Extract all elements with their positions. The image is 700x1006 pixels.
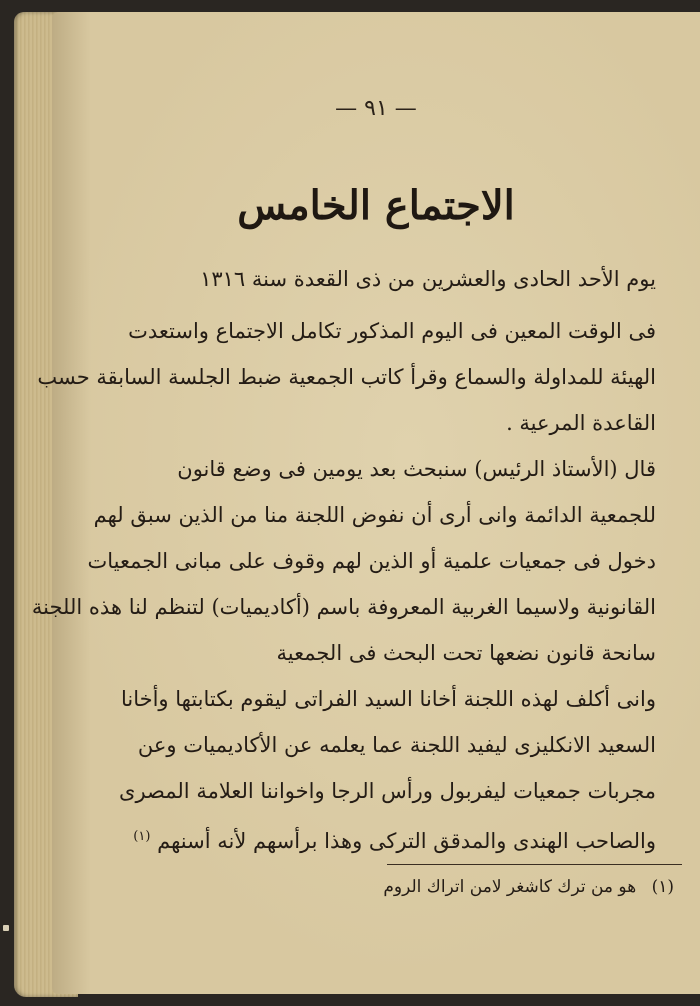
date-line: يوم الأحد الحادى والعشرين من ذى القعدة سنة ١٣١٦: [200, 267, 656, 291]
footnote-marker: (١): [651, 877, 674, 897]
footnote-reference: (١): [133, 829, 151, 844]
text-line: القانونية ولاسيما الغربية المعروفة باسم (أكاديميات) لتنظم لنا هذه اللجنة: [31, 595, 656, 619]
text-line: قال (الأستاذ الرئيس) سنبحث بعد يومين فى وضع قانون: [177, 457, 656, 481]
body-text: [31, 256, 656, 860]
text-line: سانحة قانون نضعها تحت البحث فى الجمعية: [276, 641, 656, 665]
chapter-title: الاجتماع الخامس: [237, 182, 515, 229]
text-line: للجمعية الدائمة وانى أرى أن نفوض اللجنة منا من الذين سبق لهم: [93, 503, 656, 527]
text-line: فى الوقت المعين فى اليوم المذكور تكامل الاجتماع واستعدت: [128, 319, 656, 343]
footnote: [352, 872, 674, 902]
scan-corner-mark: [3, 925, 9, 931]
text-line: الهيئة للمداولة والسماع وقرأ كاتب الجمعية ضبط الجلسة السابقة حسب: [37, 365, 656, 389]
page-number: — ٩١ —: [335, 96, 417, 121]
text-line: دخول فى جمعيات علمية أو الذين لهم وقوف على مبانى الجمعيات: [87, 549, 656, 573]
footnote-divider: [387, 864, 682, 865]
text-line: وانى أكلف لهذه اللجنة أخانا السيد الفراتى ليقوم بكتابتها وأخانا: [120, 687, 656, 711]
footnote-text: هو من ترك كاشغر لامن اتراك الروم: [383, 877, 637, 897]
book-page: [31, 12, 700, 994]
text-line: مجربات جمعيات ليفربول ورأس الرجا واخواننا العلامة المصرى: [119, 779, 656, 803]
text-line: القاعدة المرعية .: [506, 411, 656, 435]
text-line-with-note: [133, 814, 656, 860]
text-line: والصاحب الهندى والمدقق التركى وهذا برأسهم لأنه أسنهم: [157, 829, 656, 853]
text-line: السعيد الانكليزى ليفيد اللجنة عما يعلمه عن الأكاديميات وعن: [137, 733, 656, 757]
